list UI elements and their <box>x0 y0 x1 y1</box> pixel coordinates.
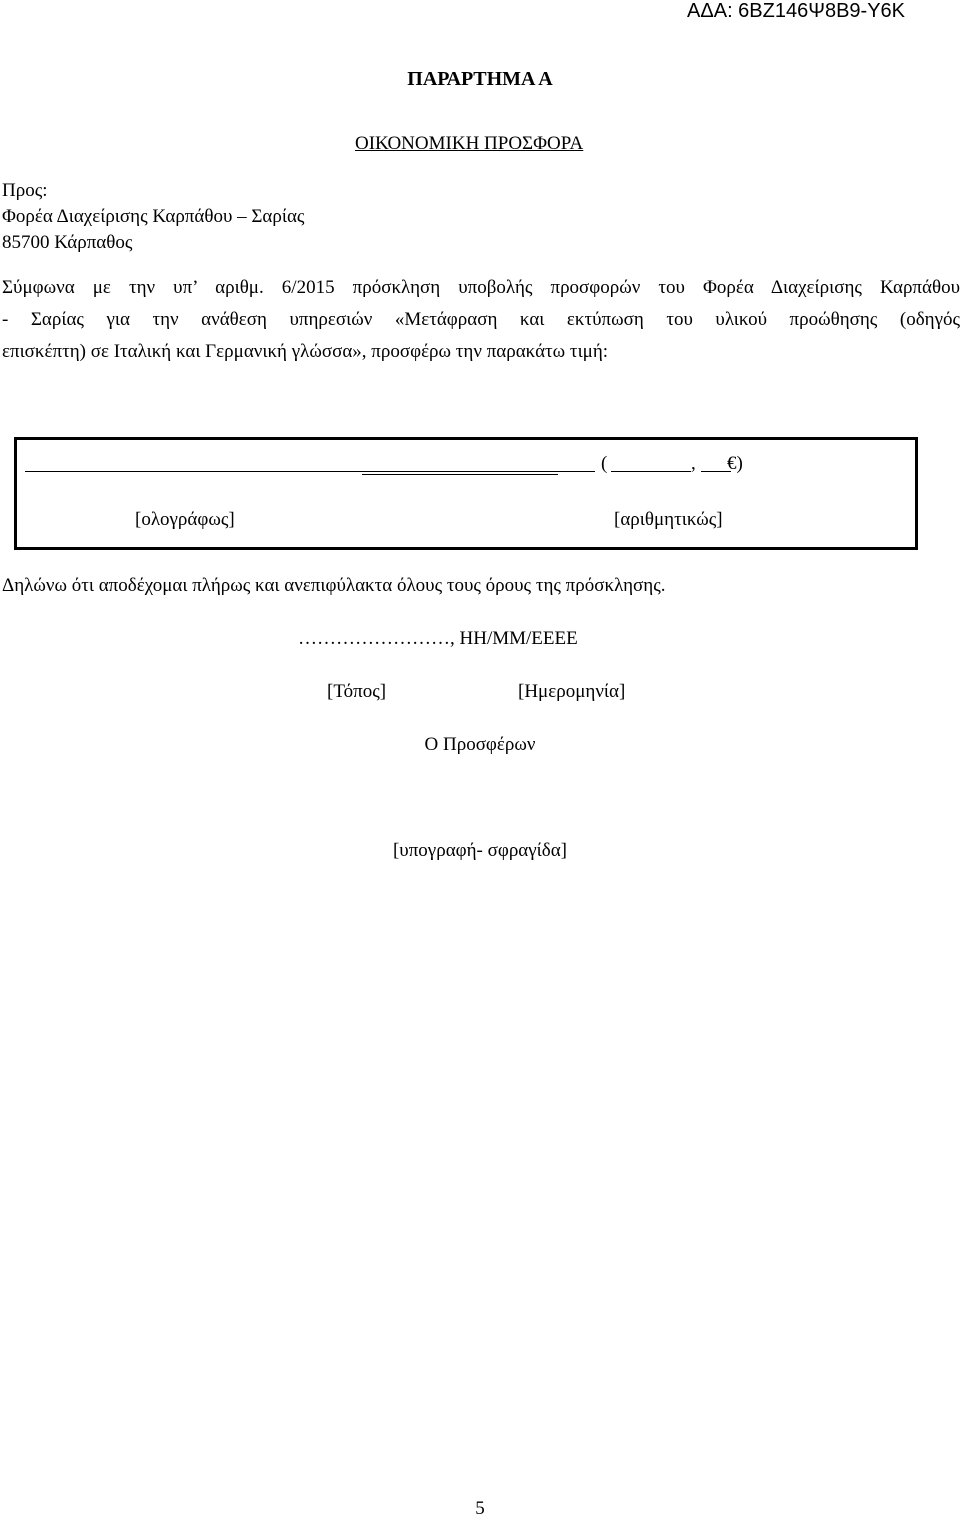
recipient-block <box>2 178 304 256</box>
amount-words-blank-2 <box>362 474 558 475</box>
intro-line: επισκέπτη) σε Ιταλική και Γερμανική γλώσσα», προσφέρω την παρακάτω τιμή: <box>2 341 609 362</box>
signer-title: Ο Προσφέρων <box>424 734 536 755</box>
recipient-address: 85700 Κάρπαθος <box>2 232 133 253</box>
numeric-open-paren: ( <box>601 453 608 474</box>
intro-line: - Σαρίας για την ανάθεση υπηρεσιών «Μετάφραση και εκτύπωση του υλικού προώθησης (οδηγός <box>2 309 960 330</box>
date-label: [Ημερομηνία] <box>518 681 626 702</box>
recipient-name: Φορέα Διαχείρισης Καρπάθου – Σαρίας <box>2 206 305 227</box>
words-label: [ολογράφως] <box>135 509 235 530</box>
numeric-comma: , <box>691 453 696 474</box>
annex-title: ΠΑΡΑΡΤΗΜΑ Α <box>407 68 553 90</box>
place-label: [Τόπος] <box>327 681 387 702</box>
signature-label: [υπογραφή- σφραγίδα] <box>392 840 568 861</box>
recipient-to-label: Προς: <box>2 180 48 201</box>
numeric-close: €) <box>727 453 743 474</box>
declaration-text: Δηλώνω ότι αποδέχομαι πλήρως και ανεπιφύλακτα όλους τους όρους της πρόσκλησης. <box>2 575 666 596</box>
page-number: 5 <box>475 1498 485 1519</box>
intro-line: Σύμφωνα με την υπ’ αριθμ. 6/2015 πρόσκληση υποβολής προσφορών του Φορέα Διαχείρισης Καρπάθου <box>2 277 960 298</box>
amount-words-blank <box>25 471 595 472</box>
ada-code: ΑΔΑ: 6ΒΖ146Ψ8Β9-Υ6Κ <box>687 0 905 22</box>
price-box <box>14 437 918 550</box>
place-date-line: ……………………, ΗΗ/ΜΜ/ΕΕΕΕ <box>298 628 578 649</box>
offer-title: ΟΙΚΟΝΟΜΙΚΗ ΠΡΟΣΦΟΡΑ <box>355 133 584 154</box>
intro-paragraph <box>2 274 960 370</box>
amount-numeric-blank <box>611 471 691 472</box>
numeric-label: [αριθμητικώς] <box>614 509 723 530</box>
